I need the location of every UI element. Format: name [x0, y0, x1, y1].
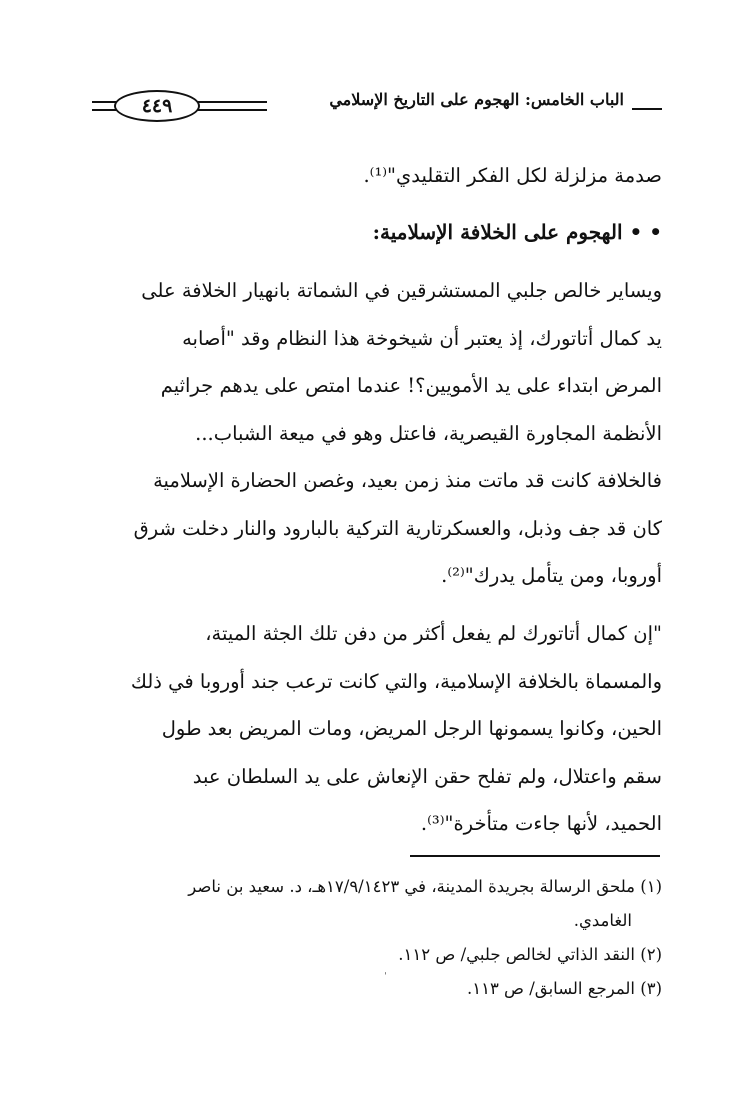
- text-line: المرض ابتداء على يد الأمويين؟! عندما امتص على يدهم جراثيم: [160, 374, 662, 397]
- text-line: الأنظمة المجاورة القيصرية، فاعتل وهو في ميعة الشباب...: [195, 421, 662, 445]
- paragraph-2: [94, 610, 662, 848]
- text-line: "إن كمال أتاتورك لم يفعل أكثر من دفن تلك الجثة الميتة،: [205, 622, 662, 645]
- text-line: والمسماة بالخلافة الإسلامية، والتي كانت ترعب جند أوروبا في ذلك: [130, 669, 662, 693]
- paragraph-1: [94, 267, 662, 600]
- chapter-title: الباب الخامس: الهجوم على التاريخ الإسلامي: [329, 90, 624, 109]
- footnote-2: (٢) النقد الذاتي لخالص جلبي/ ص ١١٢.: [398, 945, 662, 964]
- intro-line: صدمة مزلزلة لكل الفكر التقليدي"⁽¹⁾.: [363, 164, 662, 187]
- scan-speck: ˌ: [384, 965, 387, 976]
- text-line: ويساير خالص جلبي المستشرقين في الشماتة بانهيار الخلافة على: [141, 279, 662, 302]
- text-line: الحميد، لأنها جاءت متأخرة"⁽³⁾.: [420, 812, 662, 835]
- text-line: الحين، وكانوا يسمونها الرجل المريض، ومات المريض بعد طول: [161, 717, 662, 740]
- page-header: [92, 88, 662, 128]
- footnote-1-continued: الغامدي.: [573, 911, 632, 930]
- text-line: أوروبا، ومن يتأمل يدرك"⁽²⁾.: [441, 564, 662, 587]
- section-heading: • • الهجوم على الخلافة الإسلامية:: [372, 220, 662, 244]
- footnote-separator: [410, 855, 660, 857]
- header-rule: [632, 108, 662, 110]
- footnote-1: (١) ملحق الرسالة بجريدة المدينة، في ١٧/٩/١٤٢٣هـ، د. سعيد بن ناصر: [188, 877, 662, 896]
- text-line: فالخلافة كانت قد ماتت منذ زمن بعيد، وغصن الحضارة الإسلامية: [153, 469, 662, 492]
- page-number: ٤٤٩: [114, 90, 200, 122]
- footnotes: [94, 870, 662, 1006]
- text-line: سقم واعتلال، ولم تفلح حقن الإنعاش على يد السلطان عبد: [192, 764, 662, 788]
- text-line: كان قد جف وذبل، والعسكرتارية التركية بالبارود والنار دخلت شرق: [133, 516, 662, 540]
- footnote-3: (٣) المرجع السابق/ ص ١١٣.: [466, 979, 662, 998]
- text-line: يد كمال أتاتورك، إذ يعتبر أن شيخوخة هذا النظام وقد "أصابه: [182, 326, 662, 350]
